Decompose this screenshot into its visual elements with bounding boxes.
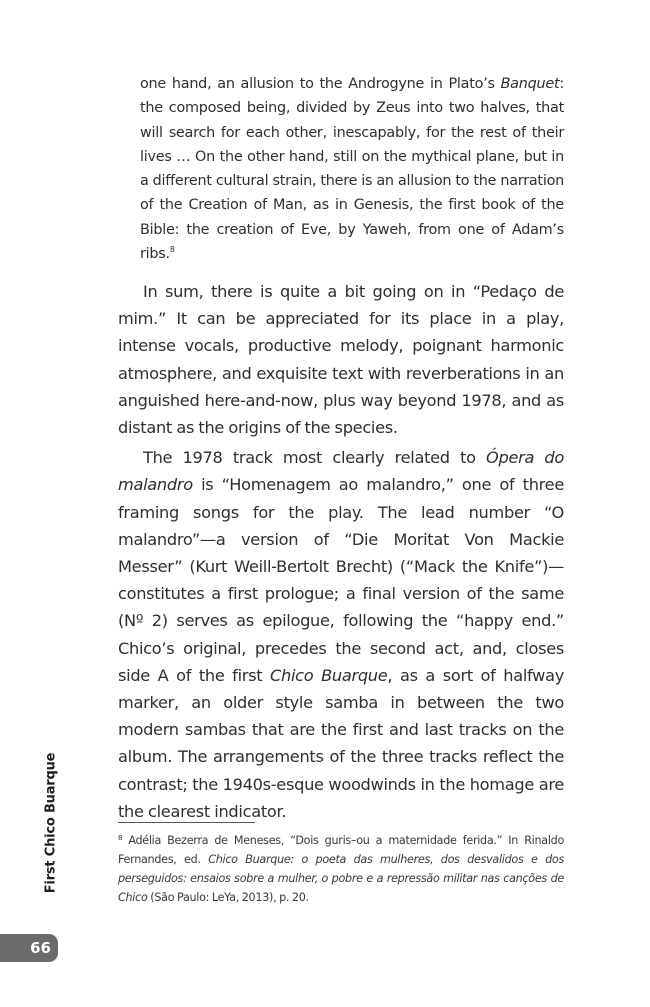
footnote	[118, 828, 564, 907]
page-number-tab	[0, 934, 58, 962]
title-opera-do-malandro: Ópera do malandro	[118, 448, 564, 495]
block-quote	[140, 72, 564, 266]
footnote-divider	[118, 822, 255, 823]
footnote-book-title: Chico Buarque: o poeta das mulheres, dos desvalidos e dos perseguidos: ensaios sobre a mulher, o pobre e a repressão militar nas canções de Chico	[118, 853, 564, 904]
body-text	[118, 278, 564, 825]
footnote-reference: 8	[169, 245, 175, 255]
running-head-text: First Chico Buarque	[43, 752, 59, 894]
quote-title-banquet: Banquet	[500, 76, 560, 92]
quote-text-end: : the composed being, divided by Zeus into two halves, that will search for each other, inescapably, for the rest of their lives … On the other hand, still on the mythical plane, but in a different cultural strain, there is an allusion to the narration of the Creation of Man, as in Genesis, the first book of the Bible: the creation of Eve, by Yaweh, from one of Adam’s ribs.	[140, 76, 564, 263]
quote-text-start: one hand, an allusion to the Androgyne in Plato’s	[140, 76, 501, 92]
footnote-text-1: Adélia Bezerra de Meneses, “Dois guris–ou a maternidade ferida.” In Rinaldo Fernandes, ed.	[118, 834, 564, 866]
title-chico-buarque: Chico Buarque	[270, 665, 388, 685]
footnote-text-2: (São Paulo: LeYa, 2013), p. 20.	[147, 891, 309, 904]
page-number: 66	[30, 939, 51, 957]
paragraph-2-text-2: is “Homenagem ao malandro,” one of three framing songs for the play. The lead number “O malandro”—a version of “Die Moritat Von Mackie Messer” (Kurt Weill-Bertolt Brecht) (“Mack the Knife”)—constitutes a first prologue; a final version of the same (Nº 2) serves as epilogue, following the “happy end.” Chico’s original, precedes the second act, and, closes side A of the first	[118, 475, 564, 685]
paragraph-1: In sum, there is quite a bit going on in “Pedaço de mim.” It can be appreciated for its place in a play, intense vocals, productive melody, poignant harmonic atmosphere, and exquisite text with reverberations in an anguished here-and-now, plus way beyond 1978, and as distant as the origins of the species.	[118, 282, 564, 438]
paragraph-2-text-3: , as a sort of halfway marker, an older style samba in between the two modern sambas that are the first and last tracks on the album. The arrangements of the three tracks reflect the contrast; the 1940s-esque woodwinds in the homage are the clearest indicator.	[118, 665, 564, 821]
paragraph-2-text-1: The 1978 track most clearly related to	[143, 448, 487, 468]
footnote-number: 8	[118, 833, 123, 842]
paragraph-2	[118, 444, 564, 825]
